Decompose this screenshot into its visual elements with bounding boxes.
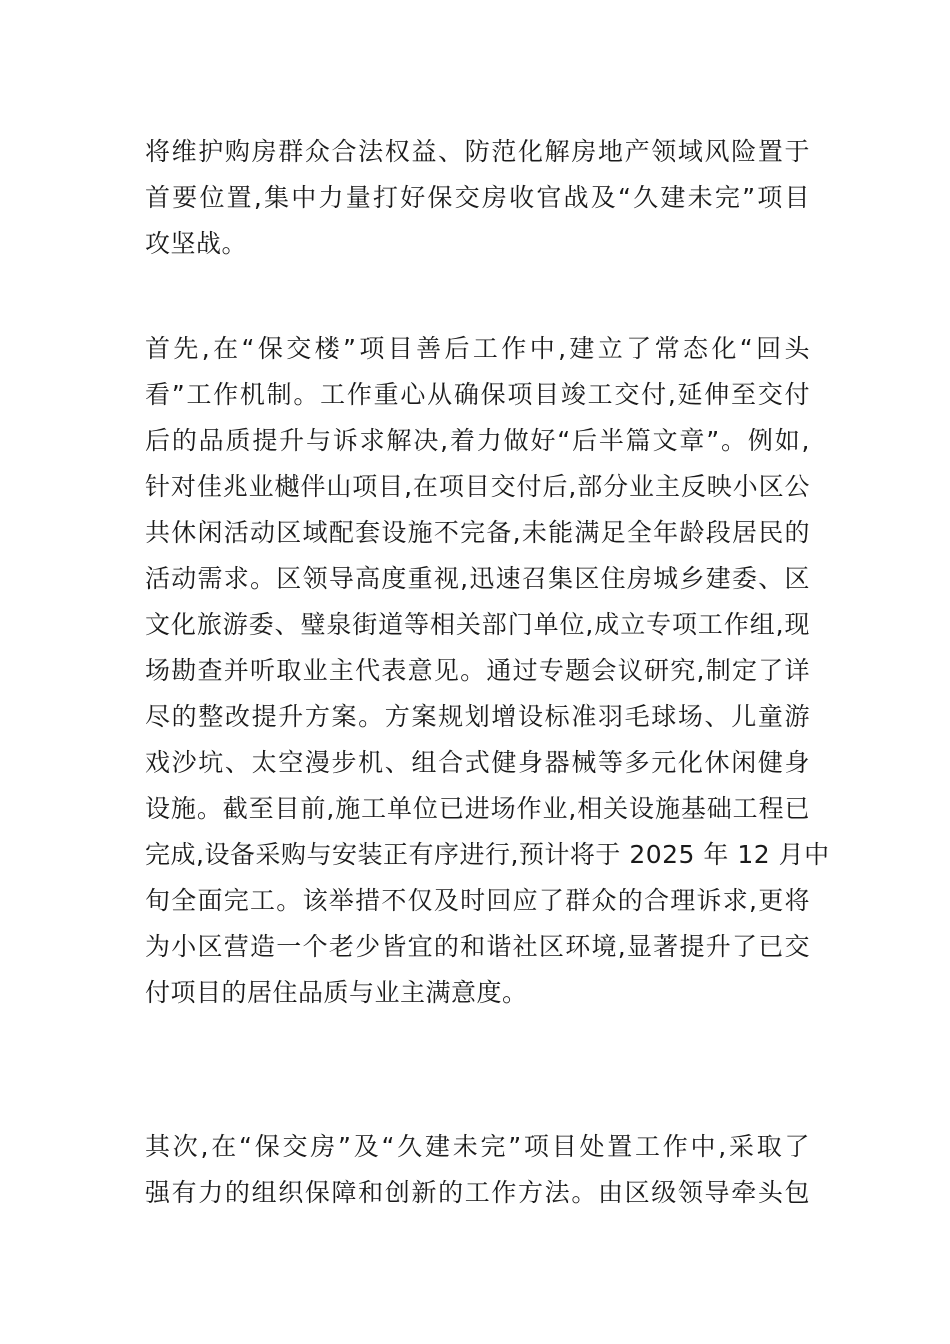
text-line: 为小区营造一个老少皆宜的和谐社区环境,显著提升了已交 <box>145 932 810 961</box>
text-line: 首要位置,集中力量打好保交房收官战及“久建未完”项目 <box>145 183 810 212</box>
text-line: 攻坚战。 <box>145 229 248 258</box>
text-line: 首先,在“保交楼”项目善后工作中,建立了常态化“回头 <box>145 334 810 363</box>
text-line: 付项目的居住品质与业主满意度。 <box>145 978 528 1007</box>
text-line: 场勘查并听取业主代表意见。通过专题会议研究,制定了详 <box>145 656 810 685</box>
paragraph-1 <box>145 129 810 267</box>
text-line: 后的品质提升与诉求解决,着力做好“后半篇文章”。例如, <box>145 426 810 455</box>
text-line: 其次,在“保交房”及“久建未完”项目处置工作中,采取了 <box>145 1132 810 1161</box>
text-line: 共休闲活动区域配套设施不完备,未能满足全年龄段居民的 <box>145 518 810 547</box>
paragraph-2 <box>145 326 830 1016</box>
text-line: 旬全面完工。该举措不仅及时回应了群众的合理诉求,更将 <box>145 886 810 915</box>
text-line: 文化旅游委、璧泉街道等相关部门单位,成立专项工作组,现 <box>145 610 810 639</box>
text-line: 针对佳兆业樾伴山项目,在项目交付后,部分业主反映小区公 <box>145 472 810 501</box>
text-line: 活动需求。区领导高度重视,迅速召集区住房城乡建委、区 <box>145 564 810 593</box>
text-line: 设施。截至目前,施工单位已进场作业,相关设施基础工程已 <box>145 794 810 823</box>
text-line: 完成,设备采购与安装正有序进行,预计将于 2025 年 12 月中 <box>145 840 830 869</box>
text-line: 强有力的组织保障和创新的工作方法。由区级领导牵头包 <box>145 1178 810 1207</box>
text-line: 戏沙坑、太空漫步机、组合式健身器械等多元化休闲健身 <box>145 748 810 777</box>
text-line: 将维护购房群众合法权益、防范化解房地产领域风险置于 <box>145 137 810 166</box>
paragraph-3 <box>145 1124 810 1216</box>
text-line: 尽的整改提升方案。方案规划增设标准羽毛球场、儿童游 <box>145 702 810 731</box>
text-line: 看”工作机制。工作重心从确保项目竣工交付,延伸至交付 <box>145 380 810 409</box>
